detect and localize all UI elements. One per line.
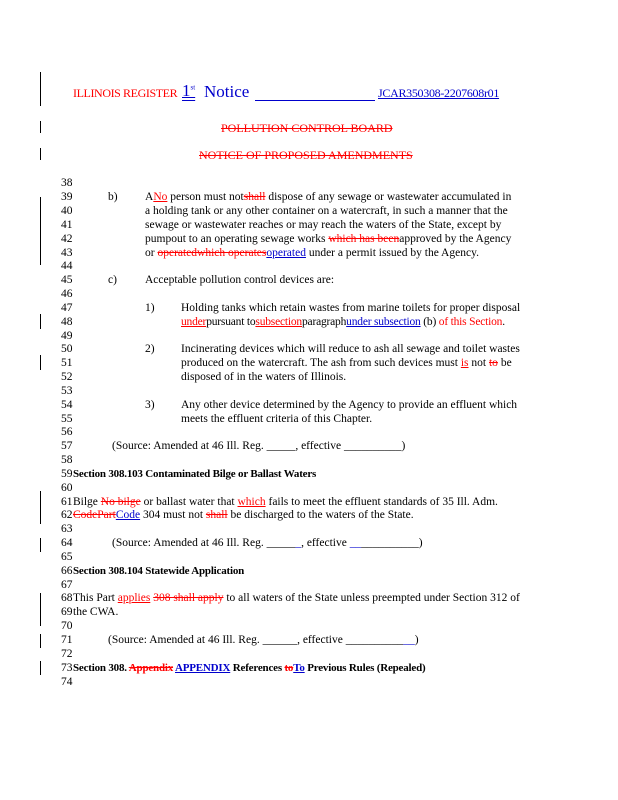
line-number: 42: [61, 233, 73, 245]
line-number: 56: [61, 426, 73, 438]
line-number: 74: [61, 676, 73, 688]
text-run: dispose of any sewage or wastewater accumulated in: [268, 191, 512, 203]
text-run: ): [414, 634, 419, 646]
text-run: 304 must not: [142, 509, 204, 521]
change-bar: [40, 538, 41, 552]
source-note: [108, 633, 419, 647]
inserted-text: Code: [115, 509, 141, 521]
section-heading-308-103: Section 308.103 Contaminated Bilge or Ballast Waters: [73, 468, 317, 480]
line-number: 49: [61, 330, 73, 342]
text-line: [145, 232, 511, 246]
line-number: 65: [61, 551, 73, 563]
line-number: 55: [61, 413, 73, 425]
text-line: [145, 246, 479, 260]
text-line: Any other device determined by the Agency to provide an effluent which: [181, 399, 518, 411]
line-number: 64: [61, 537, 73, 549]
text-line: a holding tank or any other container on a watercraft, in such a manner that the: [145, 205, 508, 217]
deleted-text: No bilge: [100, 496, 141, 508]
line-number: 73: [61, 662, 73, 674]
change-bar: [40, 121, 41, 133]
text-run: (b): [423, 316, 437, 328]
line-number: 43: [61, 247, 73, 259]
line-number: 66: [61, 565, 73, 577]
inserted-text: applies: [117, 592, 151, 604]
text-run: or ballast water that: [143, 496, 235, 508]
line-number: 40: [61, 205, 73, 217]
subsection-label-c: c): [108, 274, 117, 286]
line-number: 58: [61, 454, 73, 466]
line-number: 41: [61, 219, 73, 231]
inserted-text: under subsection: [346, 316, 421, 328]
source-note: [112, 536, 423, 550]
inserted-text: __: [403, 634, 415, 646]
text-run: (Source: Amended at 46 Ill. Reg. _____: [112, 537, 296, 549]
change-bar: [40, 72, 41, 106]
line-number: 60: [61, 482, 73, 494]
page-number-superscript: st: [190, 83, 196, 92]
appendix-heading: [73, 661, 425, 675]
text-line: the CWA.: [73, 606, 119, 618]
deleted-text: CodePart: [73, 509, 116, 521]
line-number: 52: [61, 371, 73, 383]
deleted-text: shall: [205, 509, 228, 521]
line-number: 44: [61, 260, 73, 272]
item-label-3: 3): [145, 399, 155, 411]
text-run: fails to meet the effluent standards of 35 Ill. Adm.: [268, 496, 498, 508]
text-line: [73, 508, 414, 522]
text-run: pursuant to: [206, 316, 256, 328]
text-run: Bilge: [73, 496, 98, 508]
line-number: 45: [61, 274, 73, 286]
line-number: 54: [61, 399, 73, 411]
line-number: 70: [61, 620, 73, 632]
inserted-text: __: [349, 537, 362, 549]
text-run: This Part: [73, 592, 115, 604]
inserted-text: _: [295, 537, 302, 549]
text-line: sewage or wastewater reaches or may reach the waters of the State, except by: [145, 219, 502, 231]
text-run: References: [232, 662, 282, 674]
inserted-text: which: [237, 496, 266, 508]
line-number: 61: [61, 496, 73, 508]
inserted-text: under: [181, 316, 207, 328]
text-line: [73, 591, 520, 605]
line-number: 53: [61, 385, 73, 397]
document-code: JCAR350308-2207608r01: [378, 86, 500, 100]
inserted-text: of this Section: [438, 316, 503, 328]
deleted-text: Appendix: [128, 662, 174, 674]
text-run: __________): [361, 537, 423, 549]
change-bar: [40, 355, 41, 370]
text-run: .: [502, 316, 505, 328]
item-label-2: 2): [145, 343, 155, 355]
text-run: under a permit issued by the Agency.: [308, 247, 479, 259]
text-run: A: [145, 191, 154, 203]
line-number: 63: [61, 523, 73, 535]
line-number: 71: [61, 634, 73, 646]
text-run: (Source: Amended at 46 Ill. Reg. ______, effective __________: [108, 634, 404, 646]
source-note: (Source: Amended at 46 Ill. Reg. _____, effective __________): [112, 440, 406, 452]
text-line: Acceptable pollution control devices are:: [145, 274, 335, 286]
change-bar: [40, 661, 41, 675]
text-line: meets the effluent criteria of this Chapter.: [181, 413, 373, 425]
line-number: 38: [61, 177, 73, 189]
change-bar: [40, 148, 41, 160]
line-number: 47: [61, 302, 73, 314]
change-bar: [40, 634, 41, 648]
change-bar: [40, 491, 41, 524]
text-run: paragraph: [301, 316, 347, 328]
inserted-text: APPENDIX: [175, 662, 231, 674]
section-heading-308-104: Section 308.104 Statewide Application: [73, 565, 245, 577]
register-title: ILLINOIS REGISTER: [73, 86, 178, 100]
line-number: 62: [61, 509, 73, 521]
text-run: be: [500, 357, 512, 369]
text-run: not: [471, 357, 487, 369]
text-run: Previous Rules (Repealed): [307, 662, 426, 674]
deleted-text: which has been: [328, 233, 400, 245]
text-run: approved by the Agency: [399, 233, 512, 245]
line-number: 39: [61, 191, 73, 203]
board-name: POLLUTION CONTROL BOARD: [221, 121, 393, 135]
deleted-text: to: [488, 357, 498, 369]
page-number-value: 1: [182, 81, 191, 100]
text-line: Incinerating devices which will reduce to ash all sewage and toilet wastes: [181, 343, 520, 355]
inserted-text: is: [460, 357, 469, 369]
text-run: be discharged to the waters of the State.: [230, 509, 414, 521]
text-run: or: [145, 247, 155, 259]
text-line: [73, 495, 498, 509]
deleted-text: 308 shall apply: [153, 592, 224, 604]
text-run: pumpout to an operating sewage works: [145, 233, 326, 245]
header-underline: [255, 100, 375, 101]
notice-label: Notice: [204, 82, 250, 101]
text-run: , effective: [301, 537, 347, 549]
text-line: [145, 190, 511, 204]
change-bar: [40, 314, 41, 329]
subsection-label-b: b): [108, 191, 118, 203]
change-bar: [40, 197, 41, 265]
text-run: person must not: [170, 191, 244, 203]
text-run: to all waters of the State unless preempted under Section 312 of: [226, 592, 520, 604]
inserted-text: subsection: [255, 316, 302, 328]
deleted-text: to: [284, 662, 294, 674]
line-number: 67: [61, 579, 73, 591]
page-number: [182, 81, 195, 101]
line-number: 46: [61, 288, 73, 300]
line-number: 48: [61, 316, 73, 328]
line-number: 68: [61, 592, 73, 604]
change-bar: [40, 593, 41, 626]
text-line: disposed of in the waters of Illinois.: [181, 371, 347, 383]
text-line: Holding tanks which retain wastes from marine toilets for proper disposal: [181, 302, 521, 314]
text-line: [181, 356, 512, 370]
line-number: 72: [61, 648, 73, 660]
text-line: [181, 315, 505, 329]
line-number: 69: [61, 606, 73, 618]
inserted-text: No: [153, 191, 168, 203]
inserted-text: operated: [266, 247, 306, 259]
line-number: 59: [61, 468, 73, 480]
text-run: produced on the watercraft. The ash from such devices must: [181, 357, 458, 369]
line-number: 50: [61, 343, 73, 355]
inserted-text: To: [293, 662, 305, 674]
notice-title: NOTICE OF PROPOSED AMENDMENTS: [199, 148, 413, 162]
deleted-text: operatedwhich operates: [157, 247, 267, 259]
item-label-1: 1): [145, 302, 155, 314]
line-number: 57: [61, 440, 73, 452]
deleted-text: shall: [243, 191, 266, 203]
text-run: Section 308.: [73, 662, 127, 674]
line-number: 51: [61, 357, 73, 369]
